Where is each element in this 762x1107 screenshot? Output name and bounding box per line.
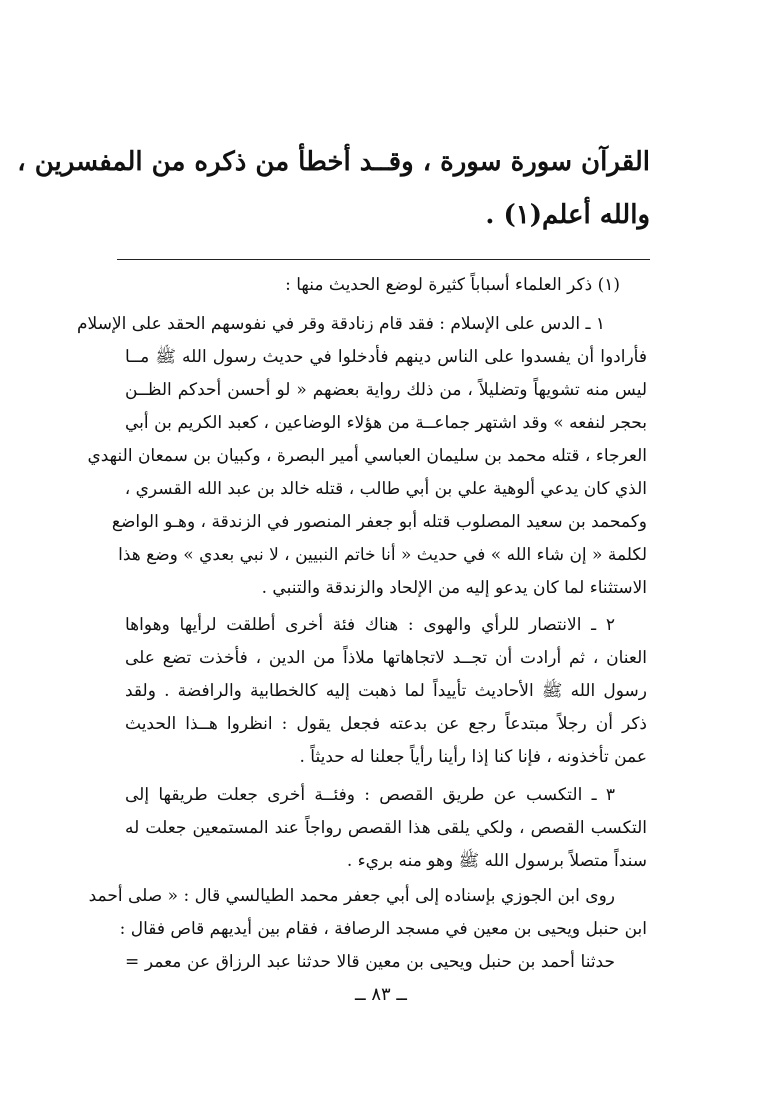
footnote-line: ١ ـ الدس على الإسلام : فقد قام زنادقة وقر في نفوسهم الحقد على الإسلام — [77, 314, 605, 334]
footnote-line: عمن تأخذونه ، فإنا كنا إذا رأينا رأياً جعلنا له حديثاً . — [299, 747, 647, 767]
footnote-line: الذي كان يدعي ألوهية علي بن أبي طالب ، قتله خالد بن عبد الله القسري ، — [124, 479, 647, 499]
main-text-line: والله أعلم(١) . — [485, 200, 650, 230]
footnote-line: وكمحمد بن سعيد المصلوب قتله أبو جعفر المنصور في الزندقة ، وهـو الواضع — [111, 512, 647, 532]
footnote-line: (١) ذكر العلماء أسباباً كثيرة لوضع الحديث منها : — [285, 275, 620, 295]
footnote-line: رسول الله ﷺ الأحاديث تأييداً لما ذهبت إليه كالخطابية والرافضة . ولقد — [125, 681, 647, 701]
footnote-line: ليس منه تشويهاً وتضليلاً ، من ذلك رواية بعضهم « لو أحسن أحدكم الظــن — [125, 380, 647, 400]
footnote-line: ٣ ـ التكسب عن طريق القصص : وفئــة أخرى جعلت طريقها إلى — [125, 785, 615, 805]
footnote-line: التكسب القصص ، ولكي يلقى هذا القصص رواجاً عند المستمعين جعلت له — [125, 818, 647, 838]
main-text-line: القرآن سورة سورة ، وقــد أخطأ من ذكره من المفسرين ، — [17, 147, 650, 177]
footnote-line: ذكر أن رجلاً مبتدعاً رجع عن بدعته فجعل يقول : انظروا هــذا الحديث — [125, 714, 647, 734]
footnote-line: العنان ، ثم أرادت أن تجــد لاتجاهاتها ملاذاً من الدين ، فأخذت تضع على — [125, 648, 647, 668]
footnote-line: ابن حنبل ويحيى بن معين في مسجد الرصافة ، فقام بين أيديهم قاص فقال : — [119, 919, 647, 939]
footnote-line: سنداً متصلاً برسول الله ﷺ وهو منه بريء . — [346, 851, 647, 871]
footnote-line: بحجر لنفعه » وقد اشتهر جماعــة من هؤلاء الوضاعين ، كعبد الكريم بن أبي — [125, 413, 647, 433]
footnote-line: روى ابن الجوزي بإسناده إلى أبي جعفر محمد الطيالسي قال : « صلى أحمد — [88, 886, 615, 906]
page-number: ــ ٨٣ ــ — [355, 984, 407, 1005]
footnote-line: لكلمة « إن شاء الله » في حديث « أنا خاتم النبيين ، لا نبي بعدي » وضع هذا — [118, 545, 647, 565]
footnote-line: العرجاء ، قتله محمد بن سليمان العباسي أمير البصرة ، وكبيان بن سمعان النهدي — [87, 446, 647, 466]
footnote-line: الاستثناء لما كان يدعو إليه من الإلحاد والزندقة والتنبي . — [261, 578, 647, 598]
footnote-line: حدثنا أحمد بن حنبل ويحيى بن معين قالا حدثنا عبد الرزاق عن معمر = — [125, 952, 615, 972]
footnote-line: ٢ ـ الانتصار للرأي والهوى : هناك فئة أخرى أطلقت لرأيها وهواها — [125, 615, 615, 635]
footnote-separator — [117, 259, 650, 260]
footnote-line: فأرادوا أن يفسدوا على الناس دينهم فأدخلوا في حديث رسول الله ﷺ مــا — [125, 347, 647, 367]
